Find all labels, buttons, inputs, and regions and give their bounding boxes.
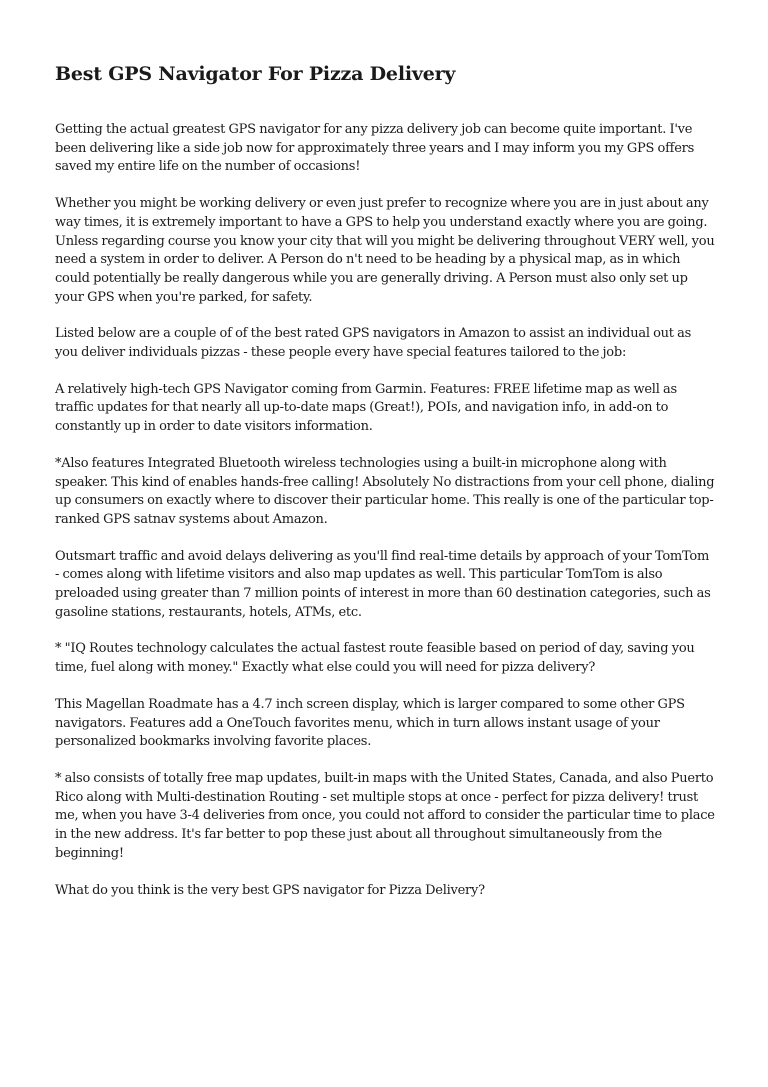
paragraph-garmin-bluetooth: *Also features Integrated Bluetooth wireless technologies using a built-in microphone along with speaker. This kind of enables hands-free calling! Absolutely No distractions from your cell phone, dialing up consumers on exactly where to discover their particular home. This really is one of the particular top-ranked GPS satnav systems about Amazon. (55, 455, 715, 527)
document-page (55, 62, 715, 918)
paragraph-closing-question: What do you think is the very best GPS navigator for Pizza Delivery? (55, 882, 485, 898)
paragraph-tomtom: Outsmart traffic and avoid delays delivering as you'll find real-time details by approach of your TomTom - comes along with lifetime visitors and also map updates as well. This particular TomTom is also preloaded using greater than 7 million points of interest in more than 60 destination categories, such as gasoline stations, restaurants, hotels, ATMs, etc. (55, 548, 711, 620)
paragraph-magellan: This Magellan Roadmate has a 4.7 inch screen display, which is larger compared to some other GPS navigators. Features add a OneTouch favorites menu, which in turn allows instant usage of your personalized bookmarks involving favorite places. (55, 696, 685, 750)
paragraph-garmin: A relatively high-tech GPS Navigator coming from Garmin. Features: FREE lifetime map as well as traffic updates for that nearly all up-to-date maps (Great!), POIs, and navigation info, in add-on to constantly up in order to date visitors information. (55, 381, 677, 435)
paragraph-tomtom-iq-routes: * "IQ Routes technology calculates the actual fastest route feasible based on period of day, saving you time, fuel along with money." Exactly what else could you will need for pizza delivery? (55, 641, 695, 676)
paragraph-intro: Getting the actual greatest GPS navigator for any pizza delivery job can become quite important. I've been delivering like a side job now for approximately three years and I may inform you my GPS offers saved my entire life on the number of occasions! (55, 122, 695, 175)
paragraph-magellan-features: * also consists of totally free map updates, built-in maps with the United States, Canada, and also Puerto Rico along with Multi-destination Routing - set multiple stops at once - perfect for pizza delivery! trust me, when you have 3-4 deliveries from once, you could not afford to consider the particular time to place in the new address. It's far better to pop these just about all throughout simultaneously from the beginning! (55, 770, 715, 861)
document-title: Best GPS Navigator For Pizza Delivery (55, 63, 456, 85)
paragraph-why-gps: Whether you might be working delivery or even just prefer to recognize where you are in just about any way times, it is extremely important to have a GPS to help you understand exactly where you are going. Unless regarding course you know your city that will you might be delivering throughout VERY well, you need a system in order to deliver. A Person do n't need to be heading by a physical map, as in which could potentially be really dangerous while you are generally driving. A Person must also only set up your GPS when you're parked, for safety. (55, 196, 715, 305)
paragraph-list-intro: Listed below are a couple of of the best rated GPS navigators in Amazon to assist an individual out as you deliver individuals pizzas - these people every have special features tailored to the job: (55, 326, 692, 361)
